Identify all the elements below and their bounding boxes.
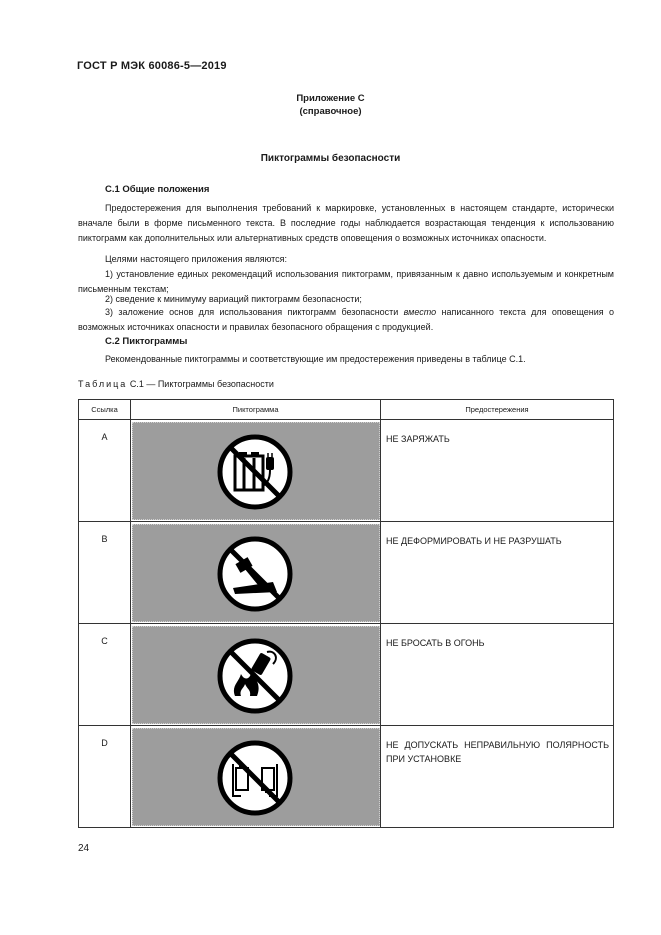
pictogram-background xyxy=(132,728,380,826)
paragraph-text: Целями настоящего приложения являются: xyxy=(105,254,288,264)
caption-text: С.1 — Пиктограммы безопасности xyxy=(129,379,274,389)
no-wrong-polarity-icon xyxy=(217,740,293,816)
paragraph-text: 3) заложение основ для использования пиктограмм безопасности xyxy=(105,307,404,317)
no-deform-icon xyxy=(217,536,293,612)
header-warnings: Предостережения xyxy=(381,400,614,420)
annex-subtitle: (справочное) xyxy=(299,106,362,117)
pictogram-background xyxy=(132,422,380,520)
paragraph-text: 2) сведение к минимуму вариаций пиктограмм безопасности; xyxy=(105,294,362,304)
paragraph-text: Рекомендованные пиктограммы и соответствующие им предостережения приведены в таблице С.1. xyxy=(105,354,526,364)
pictogram-background xyxy=(132,524,380,622)
no-charging-icon xyxy=(217,434,293,510)
emphasis-text: вместо xyxy=(403,307,437,317)
table-header-row xyxy=(79,400,614,420)
row-warning: НЕ ДОПУСКАТЬ НЕПРАВИЛЬНУЮ ПОЛЯРНОСТЬ ПРИ УСТАНОВКЕ xyxy=(381,726,614,828)
table-caption xyxy=(78,379,274,389)
row-ref: A xyxy=(79,420,131,522)
table-row xyxy=(79,624,614,726)
paragraph-text: написанного текста для оповещения о возможных источниках опасности и правилах безопасного обращения с продукцией. xyxy=(78,307,614,332)
standard-header: ГОСТ Р МЭК 60086-5—2019 xyxy=(77,60,227,72)
row-pictogram xyxy=(131,420,381,522)
page-title: Пиктограммы безопасности xyxy=(260,153,401,164)
header-ref: Ссылка xyxy=(79,400,131,420)
section-1-paragraph-1 xyxy=(78,201,614,246)
row-ref: D xyxy=(79,726,131,828)
pictogram-table xyxy=(78,399,614,828)
annex-title: Приложение С xyxy=(296,93,365,104)
paragraph-text: 1) установление единых рекомендаций использования пиктограмм, привязанным к давно используемым и конкретным письменным текстам; xyxy=(78,269,614,294)
row-warning: НЕ ДЕФОРМИРОВАТЬ И НЕ РАЗРУШАТЬ xyxy=(381,522,614,624)
row-pictogram xyxy=(131,624,381,726)
table-row xyxy=(79,522,614,624)
section-2-heading: С.2 Пиктограммы xyxy=(105,336,188,347)
row-warning: НЕ ЗАРЯЖАТЬ xyxy=(381,420,614,522)
header-pictogram: Пиктограмма xyxy=(131,400,381,420)
row-ref: C xyxy=(79,624,131,726)
section-2-paragraph xyxy=(78,352,614,367)
section-1-heading: С.1 Общие положения xyxy=(105,184,210,195)
no-fire-icon xyxy=(217,638,293,714)
row-ref: B xyxy=(79,522,131,624)
row-warning: НЕ БРОСАТЬ В ОГОНЬ xyxy=(381,624,614,726)
table-row xyxy=(79,420,614,522)
table-row xyxy=(79,726,614,828)
row-pictogram xyxy=(131,522,381,624)
pictogram-background xyxy=(132,626,380,724)
section-1-paragraph-2 xyxy=(78,252,614,267)
row-pictogram xyxy=(131,726,381,828)
section-1-item-3 xyxy=(78,305,614,335)
page-number: 24 xyxy=(78,843,90,854)
paragraph-text: Предостережения для выполнения требований к маркировке, установленных в настоящем стандарте, исторически вначале были в форме письменного текста. В последние годы наблюдается возрастающая тенденция к использованию пиктограмм как дополнительных или альтернативных средств оповещения о возможных источниках опасности. xyxy=(78,203,614,243)
caption-prefix: Таблица xyxy=(78,379,128,389)
